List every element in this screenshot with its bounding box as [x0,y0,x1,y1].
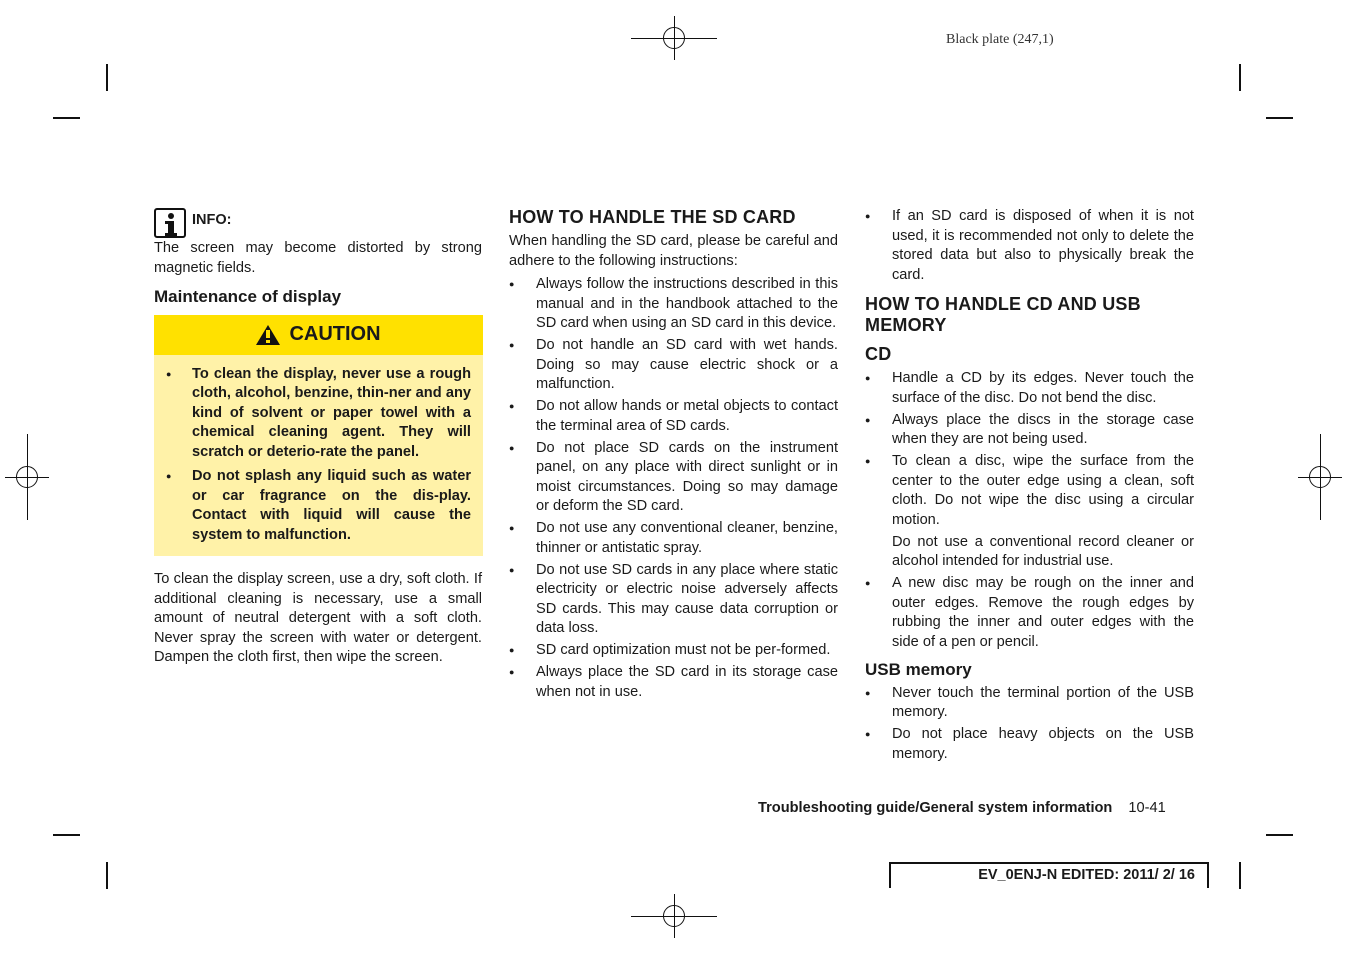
column-left [154,207,482,668]
cd-continuation: Do not use a conventional record cleaner or alcohol intended for industrial use. [892,533,1194,569]
list-item: ● Do not allow hands or metal objects to contact the terminal area of SD cards. [509,397,838,436]
page-footer [758,800,1166,816]
cd-heading: CD [865,344,892,364]
usb-list [865,684,1194,765]
list-item: ● If an SD card is disposed of when it is not used, it is recommended not only to delete the stored data but also to physically break the card. [865,207,1194,285]
info-text: The screen may become distorted by strong magnetic fields. [154,240,482,276]
crop-mark [1266,834,1293,836]
caution-box [154,315,483,557]
caution-title: CAUTION [289,322,381,345]
column-right [865,207,1194,767]
cleaning-text: To clean the display screen, use a dry, soft cloth. If additional cleaning is necessary, use a small amount of neutral detergent with a soft cloth. Never spray the screen with water or detergent. Dampen the cloth first, then wipe the screen. [154,571,482,665]
crop-mark [53,834,80,836]
sd-card-heading: HOW TO HANDLE THE SD CARD [509,207,796,227]
list-item: ● Handle a CD by its edges. Never touch the surface of the disc. Do not bend the disc. [865,369,1194,408]
sd-card-list [509,275,838,702]
list-item: ● Never touch the terminal portion of the USB memory. [865,684,1194,723]
list-item: ● Do not use SD cards in any place where static electricity or electric noise adversely affects SD cards. This may cause data corruption or data loss. [509,561,838,639]
info-label: INFO: [192,212,232,229]
sd-card-intro: When handling the SD card, please be careful and adhere to the following instructions: [509,233,838,269]
list-item: ● Do not place SD cards on the instrument panel, on any place with direct sunlight or in moist circumstances. Doing so may damage or deform the SD card. [509,439,838,517]
crop-mark [1266,117,1293,119]
page-number: 10-41 [1128,800,1166,816]
column-middle [509,207,838,705]
crop-mark [1239,862,1241,889]
crop-mark [53,117,80,119]
cd-list [865,369,1194,530]
list-item: ● Do not place heavy objects on the USB memory. [865,725,1194,764]
plate-label: Black plate (247,1) [946,32,1054,47]
list-item: ● SD card optimization must not be per-formed. [509,641,838,661]
crop-mark [1239,64,1241,91]
info-icon [154,208,186,238]
list-item: ● A new disc may be rough on the inner and outer edges. Remove the rough edges by rubbing the inner and outer edges with the side of a pen or pencil. [865,574,1194,652]
caution-header [154,315,483,355]
caution-item: ● Do not splash any liquid such as water or car fragrance on the dis-play. Contact with liquid will cause the system to malfunction. [166,467,471,545]
crop-mark [106,862,108,889]
list-item: ● Do not use any conventional cleaner, benzine, thinner or antistatic spray. [509,519,838,558]
edition-label: EV_0ENJ-N EDITED: 2011/ 2/ 16 [889,862,1209,888]
list-item: ● Always follow the instructions described in this manual and in the handbook attached to the SD card when using an SD card in this device. [509,275,838,334]
list-item: ● Always place the discs in the storage case when they are not being used. [865,411,1194,450]
footer-section: Troubleshooting guide/General system information [758,800,1113,816]
list-item: ● To clean a disc, wipe the surface from the center to the outer edge using a clean, soft cloth. Do not wipe the disc using a circular motion. [865,452,1194,530]
warning-triangle-icon [256,325,280,345]
cd-usb-heading: HOW TO HANDLE CD AND USB MEMORY [865,294,1141,335]
list-item: ● Always place the SD card in its storage case when not in use. [509,663,838,702]
maintenance-heading: Maintenance of display [154,287,342,306]
crop-mark [106,64,108,91]
caution-body [154,355,483,557]
info-header [154,207,482,239]
caution-item: ● To clean the display, never use a rough cloth, alcohol, benzine, thin-ner and any kind of solvent or paper towel with a chemical cleaning agent. They will scratch or deterio-rate the panel. [166,365,471,463]
usb-heading: USB memory [865,660,972,679]
list-item: ● Do not handle an SD card with wet hands. Doing so may cause electric shock or a malfunction. [509,336,838,395]
